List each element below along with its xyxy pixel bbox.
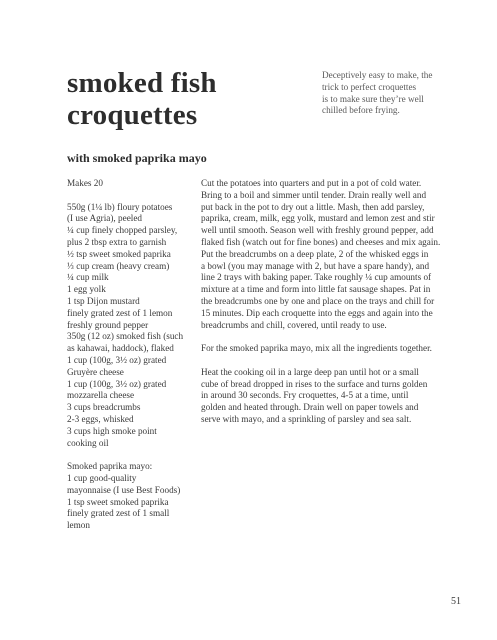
method-line: For the smoked paprika mayo, mix all the ingredients together.: [201, 343, 432, 354]
makes-yield: Makes 20: [67, 178, 103, 188]
method-line: Bring to a boil and simmer until tender. Drain really well and: [201, 189, 427, 200]
method-line: put back in the pot to dry out a little. Mash, then add parsley,: [201, 201, 425, 212]
mayo-ingredient-line: 1 tsp sweet smoked paprika: [67, 496, 169, 507]
method-line: cube of bread dropped in rises to the surface and turns golden: [201, 378, 428, 389]
mayo-ingredient-line: mayonnaise (I use Best Foods): [67, 484, 181, 495]
method-line: Cut the potatoes into quarters and put in a pot of cold water.: [201, 178, 422, 188]
method-paragraph: [201, 178, 441, 331]
method-line: the breadcrumbs one by one and place on the trays and chill for: [201, 295, 435, 306]
ingredient-line: as kahawai, haddock), flaked: [67, 343, 174, 354]
method-line: serve with mayo, and a sprinkling of parsley and sea salt.: [201, 413, 412, 424]
method-line: 15 minutes. Dip each croquette into the eggs and again into the: [201, 307, 433, 318]
mayo-ingredient-line: lemon: [67, 520, 90, 531]
ingredient-line: cooking oil: [67, 437, 109, 448]
method-paragraph: [201, 367, 441, 426]
page-number: 51: [451, 596, 461, 607]
method-line: well until smooth. Season well with freshly ground pepper, add: [201, 225, 434, 236]
intro-line: Deceptively easy to make, the: [322, 70, 433, 80]
recipe-title-line-1: smoked fish: [67, 67, 217, 99]
ingredient-line: finely grated zest of 1 lemon: [67, 307, 173, 318]
mayo-ingredient-line: 1 cup good-quality: [67, 472, 137, 483]
ingredient-line: 3 cups high smoke point: [67, 425, 157, 436]
method-line: Heat the cooking oil in a large deep pan until hot or a small: [201, 366, 419, 377]
ingredients-column: [67, 178, 192, 532]
method-paragraph: [201, 343, 441, 355]
ingredient-line: 1 cup (100g, 3½ oz) grated: [67, 378, 167, 389]
ingredient-line: 1 cup (100g, 3½ oz) grated: [67, 354, 167, 365]
intro-line: trick to perfect croquettes: [322, 81, 417, 92]
ingredient-line: freshly ground pepper: [67, 319, 149, 330]
ingredient-line: (I use Agria), peeled: [67, 213, 142, 224]
mayo-heading: Smoked paprika mayo:: [67, 461, 153, 472]
ingredient-line: mozzarella cheese: [67, 390, 135, 401]
ingredient-line: ¼ cup milk: [67, 272, 109, 283]
intro-line: is to make sure they’re well: [322, 93, 424, 104]
ingredient-line: Gruyère cheese: [67, 366, 124, 377]
method-line: golden and heated through. Drain well on paper towels and: [201, 402, 419, 413]
ingredient-line: 1 tsp Dijon mustard: [67, 295, 140, 306]
spacer: [67, 190, 192, 202]
ingredient-line: 1 egg yolk: [67, 284, 106, 295]
method-line: flaked fish (watch out for fine bones) and cheeses and mix again.: [201, 236, 441, 247]
ingredient-line: 3 cups breadcrumbs: [67, 402, 141, 413]
method-line: a bowl (you may manage with 2, but have a spare handy), and: [201, 260, 430, 271]
method-line: in around 30 seconds. Fry croquettes, 4-5 at a time, until: [201, 390, 409, 401]
ingredient-line: plus 2 tbsp extra to garnish: [67, 236, 167, 247]
ingredient-line: 2-3 eggs, whisked: [67, 413, 134, 424]
method-line: paprika, cream, milk, egg yolk, mustard and lemon zest and stir: [201, 213, 435, 224]
intro-line: chilled before frying.: [322, 105, 400, 116]
method-line: mixture at a time and form into little fat sausage shapes. Pat in: [201, 284, 431, 295]
method-line: breadcrumbs and chill, covered, until ready to use.: [201, 319, 387, 330]
ingredient-line: ½ tsp sweet smoked paprika: [67, 248, 171, 259]
mayo-ingredient-line: finely grated zest of 1 small: [67, 508, 170, 519]
recipe-subtitle: with smoked paprika mayo: [67, 151, 207, 165]
ingredient-line: 550g (1¼ lb) floury potatoes: [67, 201, 173, 212]
ingredient-line: ⅓ cup cream (heavy cream): [67, 260, 170, 271]
spacer: [67, 449, 192, 461]
ingredient-line: ¼ cup finely chopped parsley,: [67, 225, 178, 236]
method-column: [201, 178, 441, 438]
method-line: line 2 trays with baking paper. Take roughly ¼ cup amounts of: [201, 272, 432, 283]
method-line: Put the breadcrumbs on a deep plate, 2 of the whisked eggs in: [201, 248, 429, 259]
ingredient-line: 350g (12 oz) smoked fish (such: [67, 331, 184, 342]
recipe-title-line-2: croquettes: [67, 99, 198, 131]
recipe-intro: [322, 70, 442, 117]
